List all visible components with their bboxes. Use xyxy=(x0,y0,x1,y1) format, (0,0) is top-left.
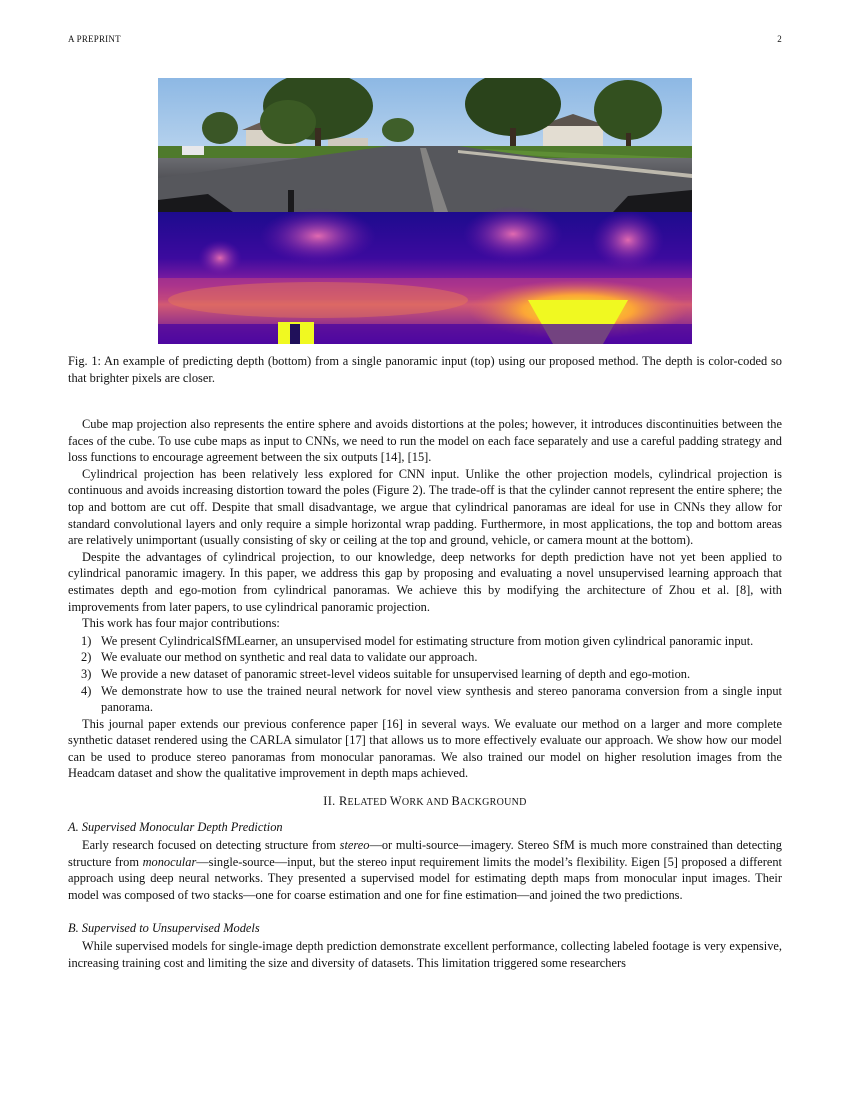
list-item xyxy=(68,633,782,650)
page-number: 2 xyxy=(777,34,782,44)
emphasis: stereo xyxy=(339,838,370,853)
section-title-letter: R xyxy=(338,794,348,809)
list-number: 4) xyxy=(81,683,92,698)
emphasis: monocular xyxy=(142,854,197,869)
paragraph: This work has four major contributions: xyxy=(82,616,280,631)
list-item-text: We evaluate our method on synthetic and real data to validate our approach. xyxy=(101,650,478,665)
section-title-letter: W xyxy=(389,794,402,809)
paragraph: While supervised models for single-image depth prediction demonstrate excellent performance, collecting labeled footage is very expensive, increasing training cost and limiting the size and diversity of datasets. This limitation triggered some researchers xyxy=(68,939,782,970)
figure-1 xyxy=(158,78,692,344)
panorama-input-image xyxy=(158,78,692,212)
section-title-part: ELATED xyxy=(347,797,390,809)
body-text xyxy=(68,416,782,971)
running-title: A PREPRINT xyxy=(68,34,121,44)
subsection-heading-a: A. Supervised Monocular Depth Prediction xyxy=(68,819,283,834)
paragraph: Cylindrical projection has been relatively less explored for CNN input. Unlike the other projection models, cylindrical projection is continuous and avoids increasing distortion toward the poles (Figure 2). The trade-off is that the cylinder cannot represent the entire sphere; the top and bottom are cut off. Despite that small disadvantage, we argue that cylindrical panoramas are ideal for use in CNNs they allow for standard convolutional layers and only require a simple horizontal wrap padding. Furthermore, in most applications, the top and bottom areas are relatively unimportant (usually consisting of sky or ceiling at the top and ground, vehicle, or camera mount at the bottom). xyxy=(68,466,782,548)
section-number: II. xyxy=(323,794,336,809)
section-title-letter: B xyxy=(451,794,461,809)
list-item xyxy=(68,666,782,683)
paragraph: Despite the advantages of cylindrical projection, to our knowledge, deep networks for depth prediction have not yet been applied to cylindrical panoramic imagery. In this paper, we address this gap by proposing and evaluating a novel unsupervised learning approach that estimates depth and ego-motion from cylindrical panoramas. We achieve this by modifying the architecture of Zhou et al. [8], with improvements from later papers, to use cylindrical panoramic projection. xyxy=(68,549,782,614)
paragraph xyxy=(68,837,782,903)
subsection-heading-b: B. Supervised to Unsupervised Models xyxy=(68,920,260,935)
depth-prediction-image xyxy=(158,206,692,344)
list-item xyxy=(68,683,782,716)
text-run: —or multi-source—imagery. Stereo SfM is much more constrained than detecting structure from xyxy=(68,838,783,869)
paragraph: This journal paper extends our previous conference paper [16] in several ways. We evaluate our method on a larger and more complete synthetic dataset rendered using the CARLA simulator [17] that allows us to more effectively evaluate our approach. We show how our model can be used to produce stereo panoramas from monocular panoramas. We also trained our model on higher resolution images from the Headcam dataset and show the qualitative improvement in depth maps achieved. xyxy=(68,716,782,781)
list-number: 2) xyxy=(81,650,92,665)
text-run: Early research focused on detecting structure from xyxy=(82,838,340,853)
text-run: —single-source—input, but the stereo input requirement limits the model’s flexibility. Eigen [5] proposed a different approach using deep neural networks. They presented a supervised model for estimating depth maps from monocular input images. Their model was composed of two stacks—one for coarse estimation and one for fine estimation—and joined the two predictions. xyxy=(68,854,782,903)
list-item-text: We provide a new dataset of panoramic street-level videos suitable for unsupervised learning of depth and ego-motion. xyxy=(101,666,691,681)
section-title-part: ACKGROUND xyxy=(460,797,527,809)
list-item xyxy=(68,649,782,666)
section-heading xyxy=(68,793,782,812)
paragraph: Cube map projection also represents the entire sphere and avoids distortions at the poles; however, it introduces discontinuities between the faces of the cube. To use cube maps as input to CNNs, we need to run the model on each face separately and use a careful padding strategy and loss functions to encourage agreement between the six outputs [14], [15]. xyxy=(68,417,782,465)
list-item-text: We present CylindricalSfMLearner, an unsupervised model for estimating structure from motion given cylindrical panoramic input. xyxy=(101,633,754,648)
section-title-part: ORK AND xyxy=(401,797,452,809)
list-number: 1) xyxy=(81,633,92,648)
list-item-text: We demonstrate how to use the trained neural network for novel view synthesis and stereo panorama conversion from a single input panorama. xyxy=(101,683,782,715)
contributions-list xyxy=(68,633,782,716)
list-number: 3) xyxy=(81,666,92,681)
figure-caption: Fig. 1: An example of predicting depth (bottom) from a single panoramic input (top) using our proposed method. The depth is color-coded so that brighter pixels are closer. xyxy=(68,354,782,385)
